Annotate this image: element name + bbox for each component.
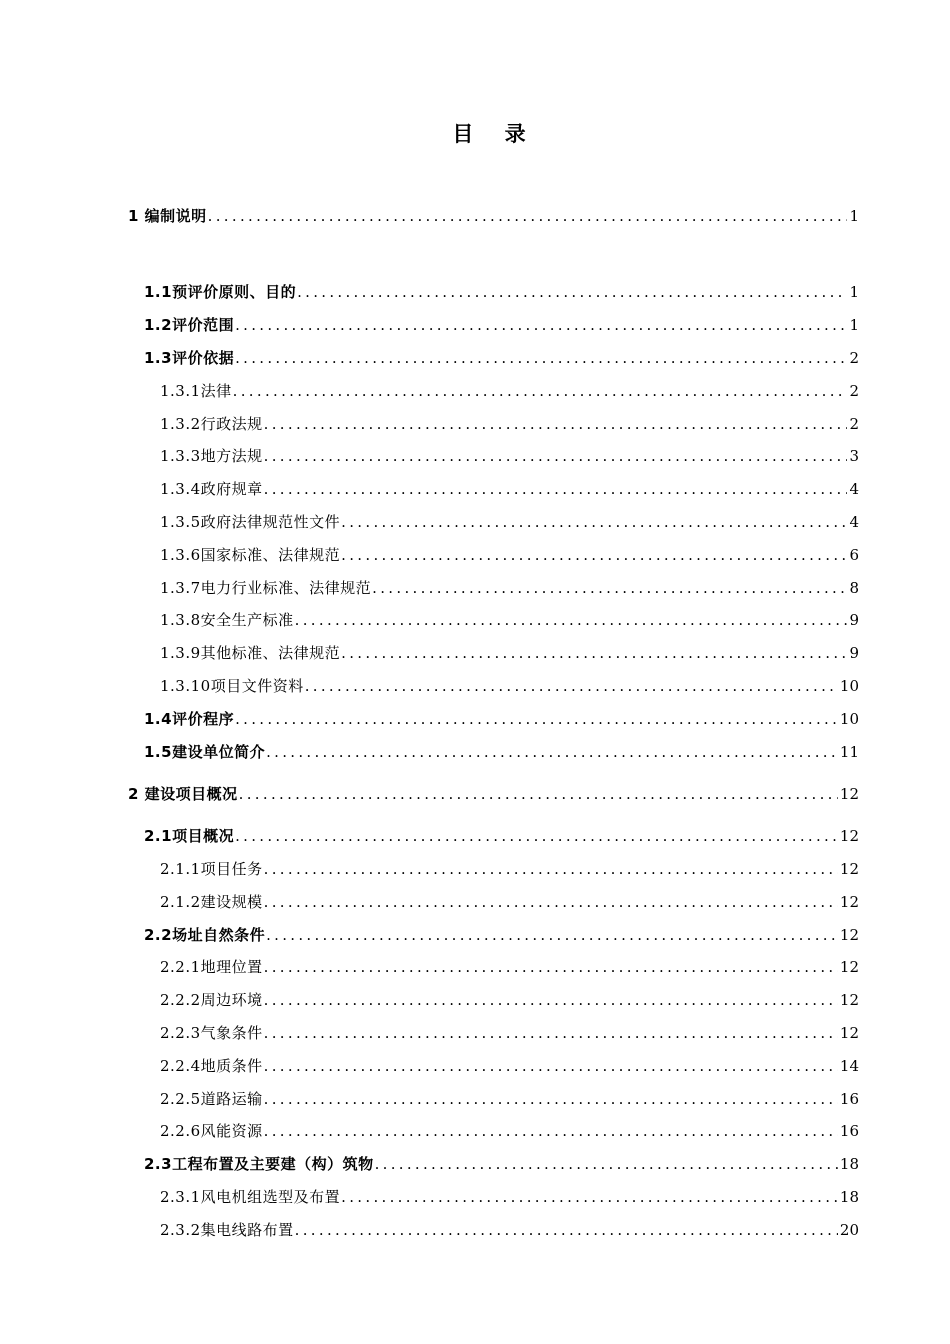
- toc-entry-label: 1.3.1法律: [160, 382, 232, 400]
- toc-dot-leader: [233, 380, 848, 402]
- toc-entry-label: 2.2.2周边环境: [160, 991, 263, 1009]
- toc-entry-label: 2.2场址自然条件: [144, 926, 266, 944]
- toc-dot-leader: [295, 1219, 838, 1241]
- toc-entry-label: 1.5建设单位简介: [144, 743, 266, 761]
- toc-entry-label: 2.1项目概况: [144, 827, 235, 845]
- toc-entry-page-number: 2: [849, 415, 859, 433]
- toc-dot-leader: [264, 1055, 838, 1077]
- toc-entry[interactable]: [160, 1219, 859, 1241]
- toc-dot-leader: [264, 891, 838, 913]
- toc-entry-label: 1.3.7电力行业标准、法律规范: [160, 579, 372, 597]
- toc-entry[interactable]: [160, 1055, 859, 1077]
- toc-entry[interactable]: [160, 1022, 859, 1044]
- toc-entry[interactable]: [128, 205, 859, 227]
- toc-entry-label: 2.2.3气象条件: [160, 1024, 263, 1042]
- toc-entry-page-number: 12: [839, 827, 859, 845]
- toc-entry[interactable]: [160, 989, 859, 1011]
- toc-entry-page-number: 2: [849, 349, 859, 367]
- toc-entry[interactable]: [160, 577, 859, 599]
- toc-entry-page-number: 11: [839, 743, 859, 761]
- toc-entry[interactable]: [160, 478, 859, 500]
- toc-entry-page-number: 10: [839, 710, 859, 728]
- toc-dot-leader: [264, 413, 848, 435]
- toc-dot-leader: [235, 825, 838, 847]
- toc-entry[interactable]: [160, 1186, 859, 1208]
- toc-entry[interactable]: [144, 314, 859, 336]
- toc-dot-leader: [208, 205, 848, 227]
- toc-entry[interactable]: [144, 825, 859, 847]
- toc-dot-leader: [264, 956, 838, 978]
- toc-dot-leader: [264, 478, 848, 500]
- toc-entry-page-number: 10: [839, 677, 859, 695]
- toc-entry-label: 1.3.2行政法规: [160, 415, 263, 433]
- toc-entry-label: 2.2.1地理位置: [160, 958, 263, 976]
- toc-entry-page-number: 18: [839, 1155, 859, 1173]
- toc-entry[interactable]: [160, 858, 859, 880]
- toc-entry-page-number: 9: [849, 611, 859, 629]
- toc-entry-page-number: 12: [839, 926, 859, 944]
- toc-entry[interactable]: [144, 347, 859, 369]
- toc-entry-label: 1.3.3地方法规: [160, 447, 263, 465]
- toc-dot-leader: [305, 675, 838, 697]
- toc-entry[interactable]: [160, 675, 859, 697]
- toc-dot-leader: [264, 1088, 838, 1110]
- toc-dot-leader: [235, 347, 847, 369]
- toc-entry-label: 2.2.6风能资源: [160, 1122, 263, 1140]
- toc-entry[interactable]: [160, 413, 859, 435]
- toc-entry-page-number: 1: [849, 316, 859, 334]
- toc-dot-leader: [341, 511, 847, 533]
- toc-entry-page-number: 12: [839, 893, 859, 911]
- toc-entry[interactable]: [144, 1153, 859, 1175]
- toc-dot-leader: [264, 1120, 838, 1142]
- toc-entry-label: 1.1预评价原则、目的: [144, 283, 297, 301]
- toc-entry-page-number: 3: [849, 447, 859, 465]
- toc-entry-label: 2.1.2建设规模: [160, 893, 263, 911]
- toc-entry-label: 1.3.4政府规章: [160, 480, 263, 498]
- toc-entry-page-number: 12: [839, 1024, 859, 1042]
- toc-entry[interactable]: [160, 891, 859, 913]
- toc-dot-leader: [375, 1153, 838, 1175]
- toc-entry-page-number: 1: [849, 207, 859, 225]
- toc-entry-label: 1.4评价程序: [144, 710, 235, 728]
- toc-dot-leader: [264, 858, 838, 880]
- toc-entry-label: 1.3.8安全生产标准: [160, 611, 294, 629]
- toc-entry[interactable]: [160, 609, 859, 631]
- toc-dot-leader: [264, 1022, 838, 1044]
- toc-entry-page-number: 6: [849, 546, 859, 564]
- toc-entry-page-number: 2: [849, 382, 859, 400]
- toc-entry[interactable]: [128, 783, 859, 805]
- toc-entry-label: 1.3.5政府法律规范性文件: [160, 513, 341, 531]
- toc-entry[interactable]: [144, 924, 859, 946]
- toc-entry[interactable]: [160, 1088, 859, 1110]
- toc-entry-page-number: 12: [839, 958, 859, 976]
- toc-entry[interactable]: [160, 544, 859, 566]
- toc-entry-page-number: 14: [839, 1057, 859, 1075]
- toc-dot-leader: [341, 1186, 838, 1208]
- toc-dot-leader: [264, 989, 838, 1011]
- toc-dot-leader: [295, 609, 848, 631]
- toc-dot-leader: [297, 281, 847, 303]
- toc-entry[interactable]: [160, 1120, 859, 1142]
- toc-entry-page-number: 4: [849, 480, 859, 498]
- toc-entry-page-number: 12: [839, 785, 859, 803]
- toc-entry-page-number: 12: [839, 860, 859, 878]
- toc-dot-leader: [239, 783, 838, 805]
- toc-entry-label: 1.2评价范围: [144, 316, 235, 334]
- toc-entry-page-number: 20: [839, 1221, 859, 1239]
- toc-entry[interactable]: [160, 380, 859, 402]
- toc-dot-leader: [341, 544, 847, 566]
- toc-entry-label: 2.2.5道路运输: [160, 1090, 263, 1108]
- toc-entry-label: 2.3.1风电机组选型及布置: [160, 1188, 341, 1206]
- toc-entry[interactable]: [144, 281, 859, 303]
- toc-entry-label: 1.3.10项目文件资料: [160, 677, 304, 695]
- toc-entry-label: 2.2.4地质条件: [160, 1057, 263, 1075]
- toc-dot-leader: [235, 314, 847, 336]
- toc-dot-leader: [372, 577, 847, 599]
- toc-entry-label: 1.3.6国家标准、法律规范: [160, 546, 341, 564]
- toc-entry-label: 1 编制说明: [128, 207, 207, 225]
- toc-entry-label: 2.3.2集电线路布置: [160, 1221, 294, 1239]
- toc-entry-page-number: 4: [849, 513, 859, 531]
- toc-entry-page-number: 9: [849, 644, 859, 662]
- toc-title: 目 录: [452, 122, 538, 146]
- toc-entry[interactable]: [160, 956, 859, 978]
- toc-entry-page-number: 12: [839, 991, 859, 1009]
- toc-entry-page-number: 16: [839, 1122, 859, 1140]
- toc-entry-label: 1.3评价依据: [144, 349, 235, 367]
- toc-entry-page-number: 18: [839, 1188, 859, 1206]
- toc-dot-leader: [341, 642, 847, 664]
- toc-entry[interactable]: [144, 708, 859, 730]
- toc-entry[interactable]: [160, 642, 859, 664]
- toc-entry-label: 2.3工程布置及主要建（构）筑物: [144, 1155, 374, 1173]
- toc-entry-label: 1.3.9其他标准、法律规范: [160, 644, 341, 662]
- toc-dot-leader: [235, 708, 838, 730]
- toc-entry[interactable]: [160, 511, 859, 533]
- toc-dot-leader: [266, 924, 838, 946]
- toc-dot-leader: [266, 741, 838, 763]
- toc-entry[interactable]: [144, 741, 859, 763]
- toc-entry-label: 2.1.1项目任务: [160, 860, 263, 878]
- toc-dot-leader: [264, 445, 848, 467]
- toc-entry-page-number: 1: [849, 283, 859, 301]
- toc-entry[interactable]: [160, 445, 859, 467]
- toc-entry-page-number: 16: [839, 1090, 859, 1108]
- toc-entry-label: 2 建设项目概况: [128, 785, 238, 803]
- toc-entry-page-number: 8: [849, 579, 859, 597]
